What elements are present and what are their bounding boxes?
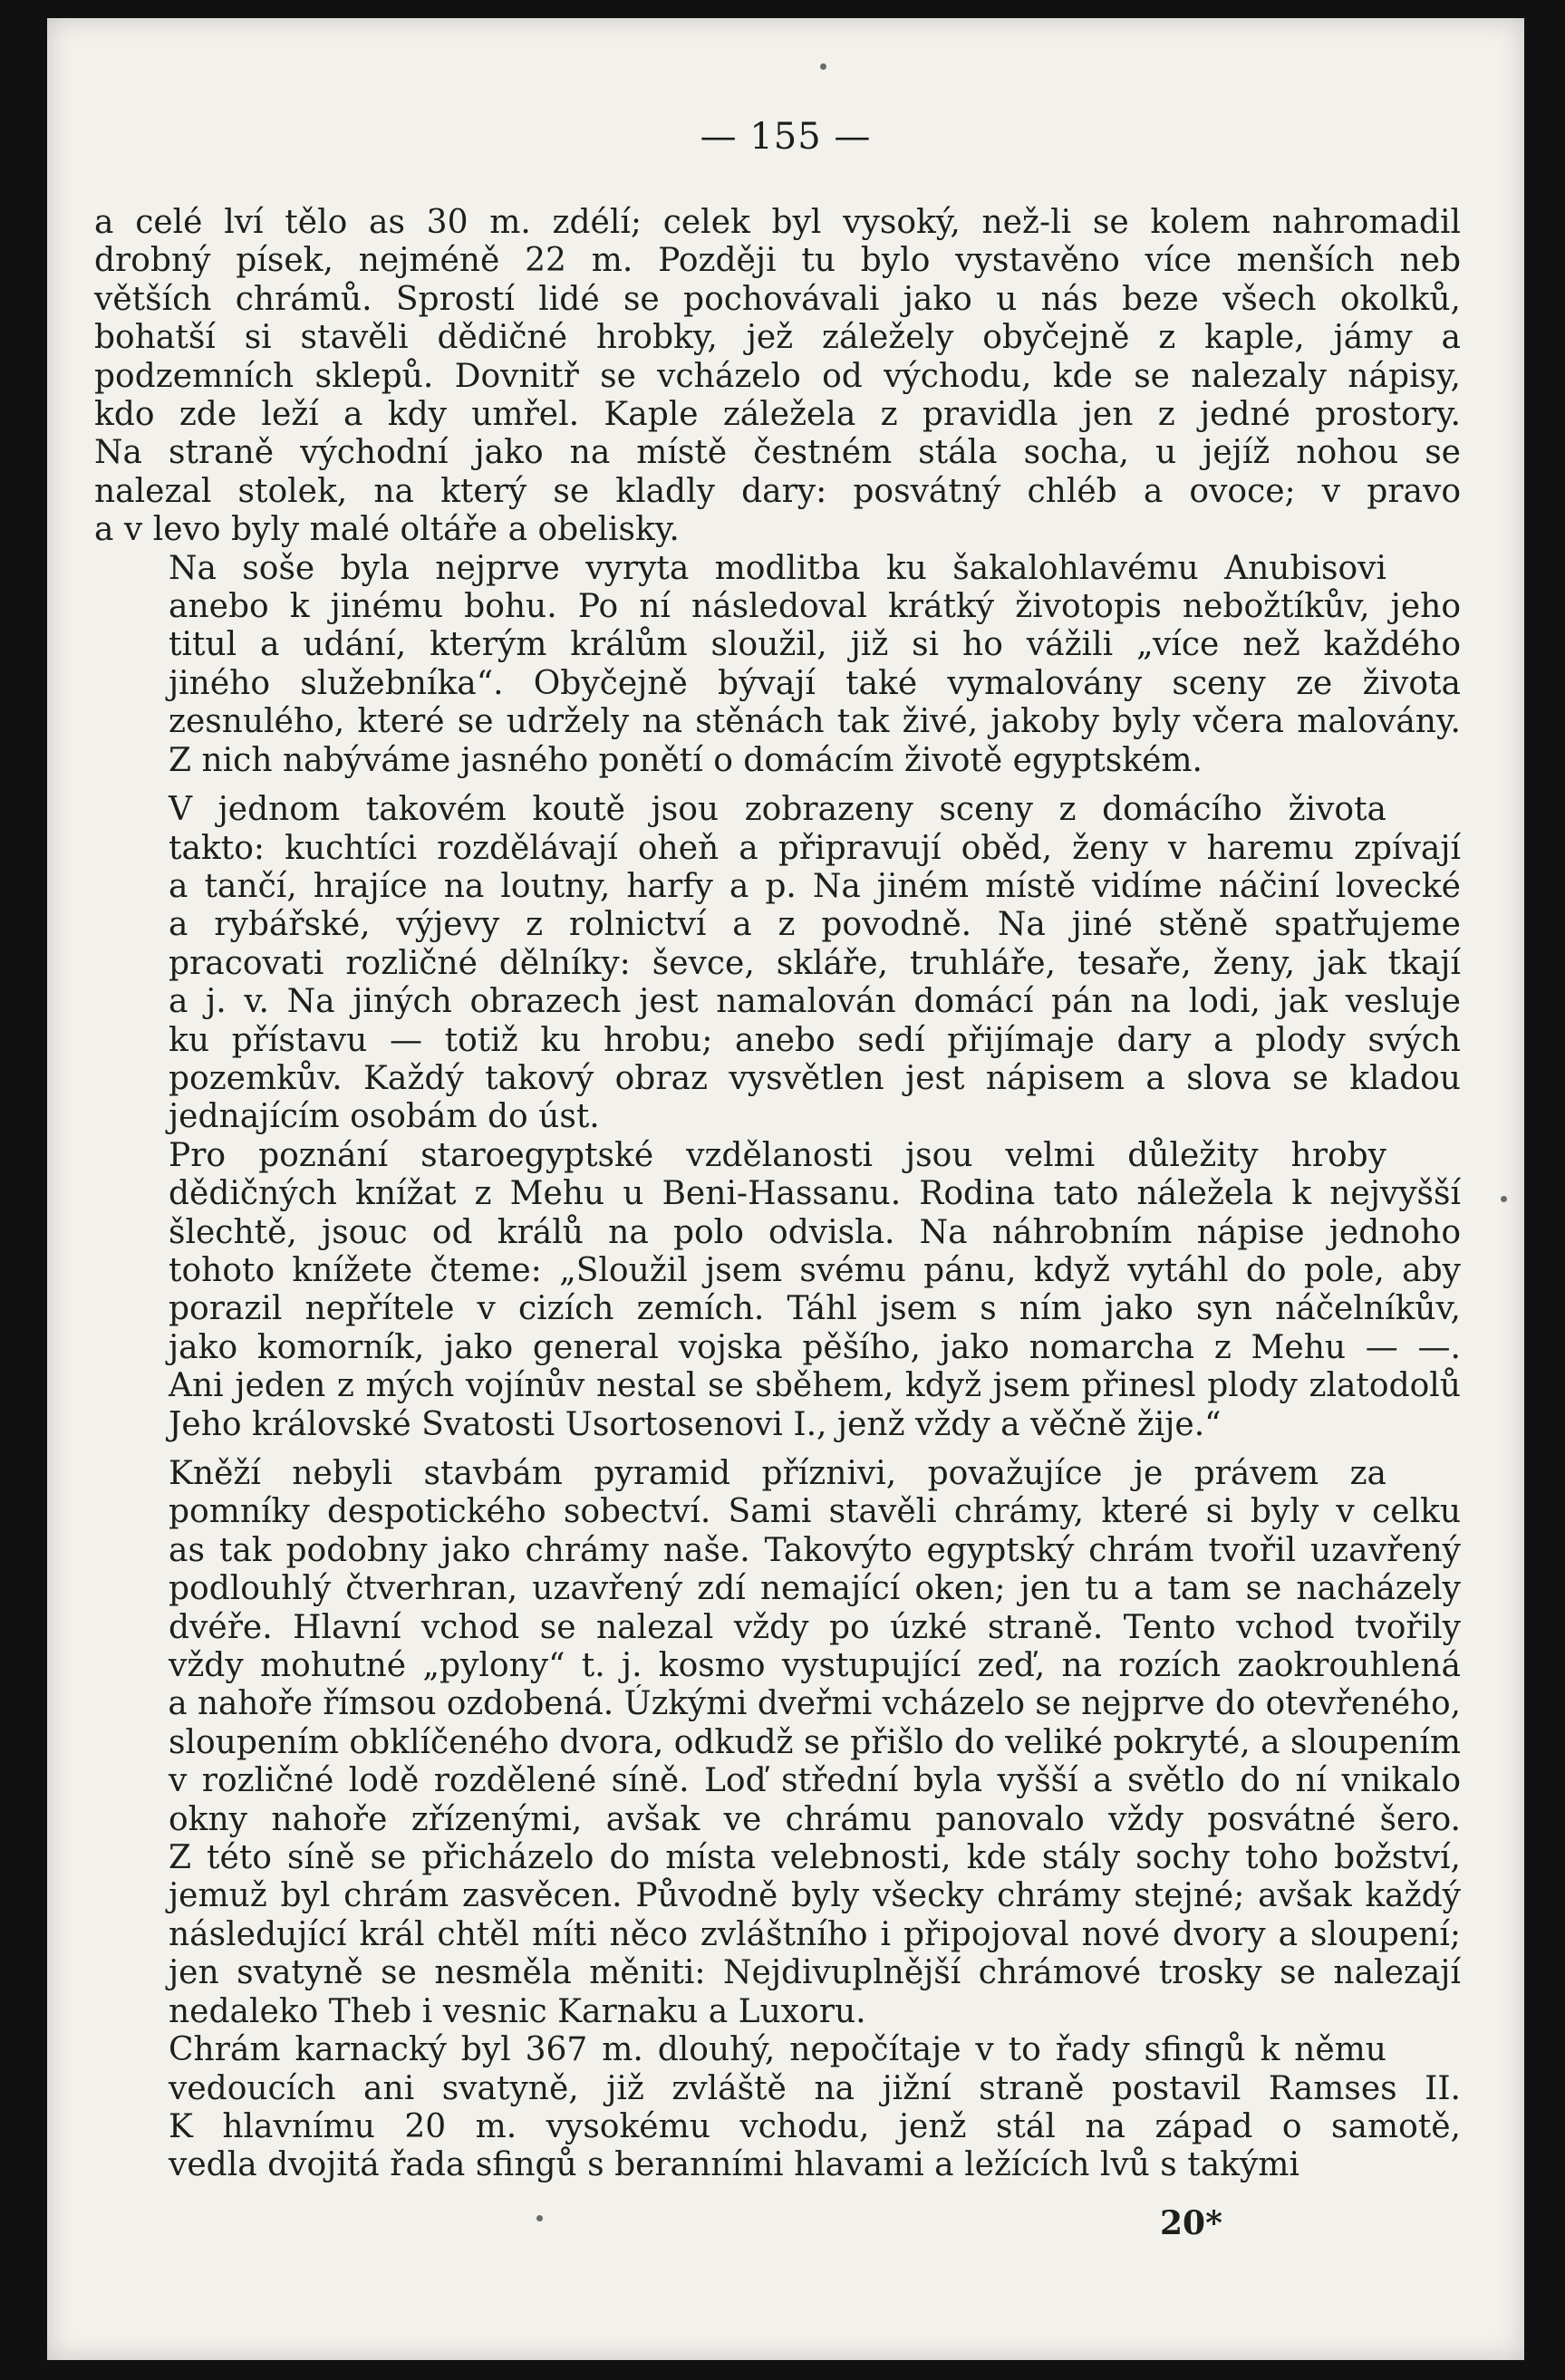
text-line: Z této síně se přicházelo do místa velebnosti, kde stály sochy toho božství,	[169, 1839, 1461, 1877]
text-line: a rybářské, výjevy z rolnictví a z povodně. Na jiné stěně spatřujeme	[169, 906, 1461, 944]
text-line: dědičných knížat z Mehu u Beni-Hassanu. Rodina tato náležela k nejvyšší	[169, 1175, 1461, 1213]
text-line: podlouhlý čtverhran, uzavřený zdí nemající oken; jen tu a tam se nacházely	[169, 1570, 1461, 1608]
text-line: Kněží nebyli stavbám pyramid příznivi, považujíce je právem za	[169, 1455, 1386, 1492]
body-text	[94, 204, 1461, 2185]
text-line: jednajícím osobám do úst.	[169, 1098, 600, 1136]
text-line: jiného služebníka“. Obyčejně bývají také vymalovány sceny ze života	[169, 664, 1461, 702]
text-line: jemuž byl chrám zasvěcen. Původně byly všecky chrámy stejné; avšak každý	[169, 1877, 1461, 1915]
book-page	[47, 18, 1524, 2360]
printer-signature-mark: 20*	[1160, 2204, 1222, 2242]
text-line: následující král chtěl míti něco zvláštního i připojoval nové dvory a sloupení;	[169, 1915, 1461, 1953]
text-line: sloupením obklíčeného dvora, odkudž se přišlo do veliké pokryté, a sloupením	[168, 1723, 1461, 1761]
text-line: šlechtě, jsouc od králů na polo odvisla. Na náhrobním nápise jednoho	[169, 1213, 1461, 1251]
paragraph	[94, 204, 1461, 550]
text-line: nedaleko Theb i vesnic Karnaku a Luxoru.	[169, 1992, 866, 2030]
dust-speck	[820, 63, 826, 70]
text-line: podzemních sklepů. Dovnitř se vcházelo od východu, kde se nalezaly nápisy,	[94, 357, 1461, 395]
paragraph	[94, 550, 1461, 780]
text-line: Z nich nabýváme jasného ponětí o domácím životě egyptském.	[169, 741, 1203, 779]
text-line: pracovati rozličné dělníky: ševce, skláře, truhláře, tesaře, ženy, jak tkají	[169, 944, 1461, 982]
paragraph	[94, 2031, 1461, 2185]
text-line: Pro poznání staroegyptské vzdělanosti jsou velmi důležity hroby	[169, 1136, 1386, 1174]
text-line: porazil nepřítele v cizích zemích. Táhl jsem s ním jako syn náčelníkův,	[169, 1290, 1461, 1328]
text-line: takto: kuchtíci rozdělávají oheň a připravují oběd, ženy v haremu zpívají	[169, 829, 1461, 867]
paragraph	[94, 791, 1461, 1137]
text-line: vedoucích ani svatyně, již zvláště na jižní straně postavil Ramses II.	[169, 2069, 1461, 2107]
text-line: vedla dvojitá řada sfingů s beranními hlavami a ležících lvů s takými	[169, 2146, 1299, 2184]
text-line: Na straně východní jako na místě čestném stála socha, u jejíž nohou se	[94, 434, 1461, 472]
text-line: Jeho královské Svatosti Usortosenovi I., jenž vždy a věčně žije.“	[169, 1405, 1222, 1443]
text-line: dvéře. Hlavní vchod se nalezal vždy po úzké straně. Tento vchod tvořily	[169, 1608, 1461, 1646]
text-line: Na soše byla nejprve vyryta modlitba ku šakalohlavému Anubisovi	[169, 549, 1386, 587]
text-line: tohoto knížete čteme: „Sloužil jsem svému pánu, když vytáhl do pole, aby	[169, 1251, 1461, 1289]
text-line: a celé lví tělo as 30 m. zdélí; celek byl vysoký, než-li se kolem nahromadil	[94, 204, 1461, 241]
text-line: v rozličné lodě rozdělené síně. Loď střední byla vyšší a světlo do ní vnikalo	[169, 1762, 1461, 1800]
text-line: Chrám karnacký byl 367 m. dlouhý, nepočítaje v to řady sfingů k němu	[169, 2031, 1386, 2069]
text-line: okny nahoře zřízenými, avšak ve chrámu panovalo vždy posvátné šero.	[169, 1800, 1461, 1838]
text-line: větších chrámů. Sprostí lidé se pochovávali jako u nás beze všech okolků,	[94, 280, 1461, 318]
page-number: — 155 —	[700, 116, 872, 158]
dust-speck	[536, 2215, 543, 2221]
text-line: drobný písek, nejméně 22 m. Později tu bylo vystavěno více menších neb	[94, 242, 1461, 280]
paragraph	[94, 1455, 1461, 2031]
text-line: a tančí, hrajíce na loutny, harfy a p. Na jiném místě vidíme náčiní lovecké	[169, 867, 1461, 905]
text-line: pozemkův. Každý takový obraz vysvětlen jest nápisem a slova se kladou	[169, 1059, 1461, 1097]
text-line: nalezal stolek, na který se kladly dary: posvátný chléb a ovoce; v pravo	[94, 472, 1461, 510]
text-line: jen svatyně se nesměla měniti: Nejdivuplnější chrámové trosky se nalezají	[169, 1954, 1461, 1992]
text-line: zesnulého, které se udržely na stěnách tak živé, jakoby byly včera malovány.	[169, 703, 1461, 741]
dust-speck	[1501, 1196, 1507, 1202]
text-line: pomníky despotického sobectví. Sami stavěli chrámy, které si byly v celku	[169, 1493, 1461, 1531]
text-line: jako komorník, jako general vojska pěšího, jako nomarcha z Mehu — —.	[169, 1328, 1461, 1366]
text-line: anebo k jinému bohu. Po ní následoval krátký životopis nebožtíkův, jeho	[169, 588, 1461, 626]
text-line: Ani jeden z mých vojínův nestal se sběhem, když jsem přinesl plody zlatodolů	[169, 1367, 1461, 1405]
text-line: a nahoře římsou ozdobená. Úzkými dveřmi vcházelo se nejprve do otevřeného,	[168, 1685, 1461, 1723]
text-line: K hlavnímu 20 m. vysokému vchodu, jenž stál na západ o samotě,	[169, 2107, 1461, 2145]
text-line: vždy mohutné „pylony“ t. j. kosmo vystupující zeď, na rozích zaokrouhlená	[169, 1647, 1461, 1685]
text-line: a v levo byly malé oltáře a obelisky.	[94, 511, 680, 549]
text-line: V jednom takovém koutě jsou zobrazeny sceny z domácího života	[169, 791, 1386, 829]
text-line: kdo zde leží a kdy umřel. Kaple záležela z pravidla jen z jedné prostory.	[94, 396, 1461, 434]
paragraph	[94, 1137, 1461, 1444]
text-line: a j. v. Na jiných obrazech jest namalován domácí pán na lodi, jak vesluje	[169, 983, 1461, 1021]
text-line: bohatší si stavěli dědičné hrobky, jež záležely obyčejně z kaple, jámy a	[94, 319, 1461, 357]
text-line: as tak podobny jako chrámy naše. Takovýto egyptský chrám tvořil uzavřený	[169, 1531, 1461, 1569]
text-line: ku přístavu — totiž ku hrobu; anebo sedí přijímaje dary a plody svých	[169, 1021, 1461, 1059]
text-line: titul a udání, kterým králům sloužil, již si ho vážili „více než každého	[169, 626, 1461, 664]
